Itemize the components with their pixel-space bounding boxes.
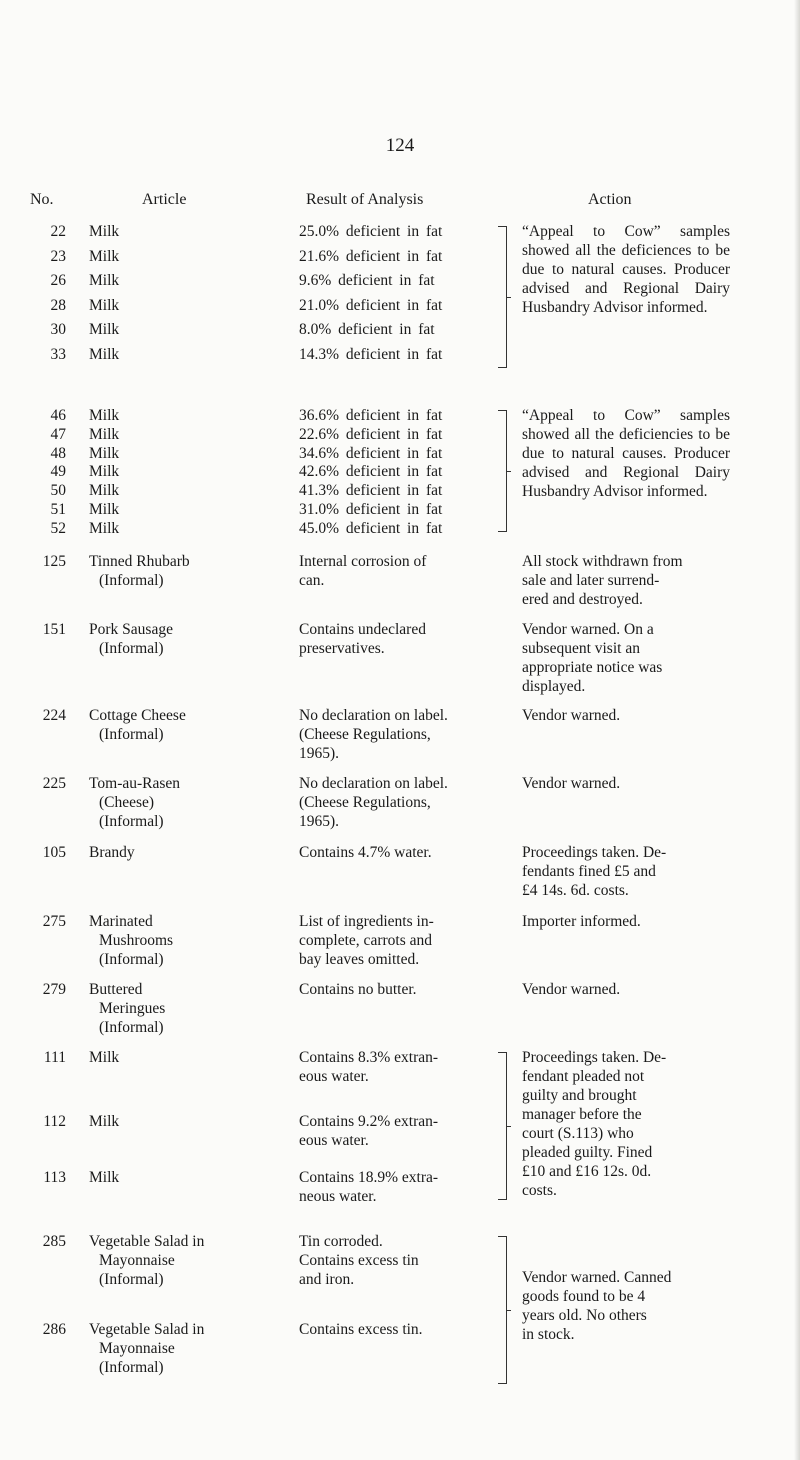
action-line: Vendor warned. [522, 981, 621, 998]
result-cell [299, 552, 489, 590]
article-cell: Milk [89, 463, 120, 481]
result-line: 41.3% deficient in fat [299, 482, 443, 500]
entry-number: 46 [50, 407, 66, 424]
result-line: List of ingredients in- [299, 913, 434, 930]
action-cell [522, 912, 730, 931]
result-cell [299, 706, 489, 763]
result-line: 36.6% deficient in fat [299, 407, 443, 424]
article-cell [89, 1232, 279, 1289]
entry-number: 23 [50, 247, 66, 265]
article-line: Pork Sausage [89, 621, 173, 638]
result-line: preservatives. [299, 640, 385, 657]
result-cell [299, 247, 489, 266]
result-cell [299, 1112, 489, 1150]
header-result: Result of Analysis [306, 191, 424, 208]
article-cell [89, 552, 279, 590]
entry-number: 50 [50, 482, 66, 500]
header-action: Action [588, 191, 632, 208]
result-cell [299, 1048, 489, 1086]
header-no: No. [30, 191, 54, 208]
entry-number: 28 [50, 296, 66, 314]
action-line: in stock. [522, 1326, 575, 1343]
result-line: eous water. [299, 1132, 369, 1149]
article-line: (Informal) [99, 1271, 164, 1288]
article-cell: Milk [89, 1169, 120, 1186]
result-cell [299, 320, 489, 339]
result-line: Contains 8.3% extran- [299, 1049, 439, 1066]
group-action-text: “Appeal to Cow” samples showed all the deficiencies to be due to natural causes. Producer advised and Regional Dairy Husbandry Advisor informed. [522, 407, 730, 500]
result-line: Contains excess tin. [299, 1321, 423, 1338]
action-line: £10 and £16 12s. 0d. [522, 1163, 652, 1180]
action-line: fendant pleaded not [522, 1068, 645, 1085]
group-action-text [522, 1048, 730, 1200]
article-cell: Milk [89, 223, 120, 240]
action-line: court (S.113) who [522, 1125, 634, 1142]
result-line: 22.6% deficient in fat [299, 425, 443, 443]
result-cell [299, 406, 489, 425]
article-line: (Cheese) [99, 794, 155, 811]
article-line: (Informal) [99, 726, 164, 743]
article-cell [89, 912, 279, 969]
article-line: Cottage Cheese [89, 707, 186, 724]
article-line: Meringues [99, 1000, 166, 1017]
result-line: 21.6% deficient in fat [299, 247, 443, 265]
action-line: fendants fined £5 and [522, 863, 656, 880]
result-line: (Cheese Regulations, [299, 726, 431, 743]
result-cell [299, 1320, 489, 1339]
result-line: 8.0% deficient in fat [299, 321, 435, 339]
article-cell: Milk [89, 272, 120, 290]
result-line: Contains no butter. [299, 981, 417, 998]
article-line: Mayonnaise [99, 1252, 175, 1269]
result-line: 42.6% deficient in fat [299, 463, 443, 481]
result-line: (Cheese Regulations, [299, 794, 431, 811]
entry-number: 275 [42, 913, 66, 930]
grouping-brace [498, 226, 507, 368]
result-cell [299, 481, 489, 500]
action-line: manager before the [522, 1106, 642, 1123]
article-cell: Milk [89, 1049, 120, 1066]
entry-number: 111 [43, 1049, 66, 1066]
article-line: Tinned Rhubarb [89, 553, 190, 570]
page-edge-shadow [794, 0, 800, 1460]
result-line: 21.0% deficient in fat [299, 296, 443, 314]
article-line: (Informal) [99, 1019, 164, 1036]
result-cell [299, 620, 489, 658]
result-line: complete, carrots and [299, 932, 432, 949]
entry-number: 51 [50, 501, 66, 518]
article-line: Mushrooms [99, 932, 174, 949]
result-line: Tin corroded. [299, 1233, 383, 1250]
result-line: neous water. [299, 1188, 377, 1205]
result-line: No declaration on label. [299, 775, 448, 792]
article-line: (Informal) [99, 813, 164, 830]
result-cell [299, 271, 489, 290]
action-line: ered and destroyed. [522, 591, 643, 608]
group-action-text [522, 1268, 730, 1344]
article-cell [89, 706, 279, 744]
result-cell [299, 296, 489, 315]
article-cell: Milk [89, 407, 120, 424]
article-cell: Milk [89, 1113, 120, 1130]
entry-number: 279 [42, 981, 66, 998]
result-cell [299, 1168, 489, 1206]
article-cell: Milk [89, 501, 120, 518]
grouping-brace [498, 410, 507, 532]
result-cell [299, 500, 489, 519]
entry-number: 285 [42, 1233, 66, 1250]
entry-number: 48 [50, 444, 66, 462]
entry-number: 33 [50, 346, 66, 363]
result-line: Internal corrosion of [299, 553, 427, 570]
grouping-brace [498, 1052, 507, 1200]
action-cell [522, 980, 730, 999]
action-line: Vendor warned. [522, 775, 621, 792]
action-line: pleaded guilty. Fined [522, 1144, 653, 1161]
entry-number: 225 [42, 775, 66, 792]
action-line: sale and later surrend- [522, 572, 660, 589]
action-line: guilty and brought [522, 1087, 637, 1104]
entry-number: 125 [42, 553, 66, 570]
result-line: Contains 18.9% extra- [299, 1169, 439, 1186]
result-line: bay leaves omitted. [299, 951, 420, 968]
article-line: Brandy [89, 844, 135, 861]
result-line: can. [299, 572, 325, 589]
action-line: displayed. [522, 678, 586, 695]
action-line: costs. [522, 1182, 557, 1199]
article-line: Buttered [89, 981, 143, 998]
entry-number: 22 [50, 223, 66, 240]
action-cell [522, 706, 730, 725]
result-line: and iron. [299, 1271, 355, 1288]
article-cell: Milk [89, 425, 120, 443]
entry-number: 47 [50, 425, 66, 443]
result-cell [299, 444, 489, 463]
result-line: 31.0% deficient in fat [299, 501, 443, 518]
article-cell [89, 843, 279, 862]
entry-number: 151 [42, 621, 66, 638]
result-line: Contains excess tin [299, 1252, 419, 1269]
article-line: Marinated [89, 913, 153, 930]
article-line: (Informal) [99, 1359, 164, 1376]
group-action-text: “Appeal to Cow” samples showed all the deficiences to be due to natural causes. Producer advised and Regional Dairy Husbandry Advisor informed. [522, 223, 730, 316]
article-line: Tom-au-Rasen [89, 775, 181, 792]
article-cell: Milk [89, 346, 120, 363]
action-line: Proceedings taken. De- [522, 844, 667, 861]
result-line: 14.3% deficient in fat [299, 346, 443, 363]
article-cell: Milk [89, 444, 120, 462]
entry-number: 52 [50, 519, 66, 537]
action-cell [522, 774, 730, 793]
result-line: 34.6% deficient in fat [299, 444, 443, 462]
result-cell [299, 774, 489, 831]
entry-number: 49 [50, 463, 66, 481]
result-line: Contains 4.7% water. [299, 844, 432, 861]
action-cell [522, 620, 730, 696]
result-line: 1965). [299, 745, 340, 762]
article-cell [89, 1320, 279, 1377]
article-cell [89, 980, 279, 1037]
action-line: goods found to be 4 [522, 1288, 646, 1305]
action-line: Vendor warned. Canned [522, 1269, 672, 1286]
result-cell [299, 345, 489, 364]
result-cell [299, 1232, 489, 1289]
article-line: Mayonnaise [99, 1340, 175, 1357]
result-line: 9.6% deficient in fat [299, 272, 435, 290]
result-cell [299, 519, 489, 538]
result-cell [299, 912, 489, 969]
result-cell [299, 980, 489, 999]
action-line: Vendor warned. On a [522, 621, 654, 638]
result-line: No declaration on label. [299, 707, 448, 724]
action-line: years old. No others [522, 1307, 647, 1324]
article-line: Vegetable Salad in [89, 1233, 205, 1250]
action-line: appropriate notice was [522, 659, 663, 676]
entry-number: 112 [43, 1113, 66, 1130]
article-cell: Milk [89, 321, 120, 339]
result-cell [299, 222, 489, 241]
action-line: Proceedings taken. De- [522, 1049, 667, 1066]
result-line: 45.0% deficient in fat [299, 519, 443, 537]
article-cell: Milk [89, 296, 120, 314]
action-line: subsequent visit an [522, 640, 640, 657]
article-line: Vegetable Salad in [89, 1321, 205, 1338]
action-cell [522, 552, 730, 609]
result-cell [299, 843, 489, 862]
result-cell [299, 462, 489, 481]
action-line: Vendor warned. [522, 707, 621, 724]
result-line: 1965). [299, 813, 340, 830]
entry-number: 113 [43, 1169, 66, 1186]
grouping-brace [498, 1236, 507, 1384]
entry-number: 105 [42, 844, 66, 861]
article-cell [89, 620, 279, 658]
article-line: (Informal) [99, 572, 164, 589]
article-line: (Informal) [99, 951, 164, 968]
header-article: Article [142, 191, 187, 208]
entry-number: 224 [42, 707, 66, 724]
article-cell [89, 774, 279, 831]
entry-number: 286 [42, 1321, 66, 1338]
article-cell: Milk [89, 482, 120, 500]
action-cell [522, 843, 730, 900]
result-line: eous water. [299, 1068, 369, 1085]
entry-number: 26 [50, 272, 66, 290]
article-cell: Milk [89, 519, 120, 537]
result-line: Contains undeclared [299, 621, 426, 638]
result-line: 25.0% deficient in fat [299, 223, 443, 240]
result-line: Contains 9.2% extran- [299, 1113, 439, 1130]
page-number: 124 [385, 135, 415, 156]
action-line: All stock withdrawn from [522, 553, 683, 570]
article-line: (Informal) [99, 640, 164, 657]
result-cell [299, 425, 489, 444]
entry-number: 30 [50, 321, 66, 339]
article-cell: Milk [89, 247, 120, 265]
action-line: Importer informed. [522, 913, 641, 930]
action-line: £4 14s. 6d. costs. [522, 882, 629, 899]
